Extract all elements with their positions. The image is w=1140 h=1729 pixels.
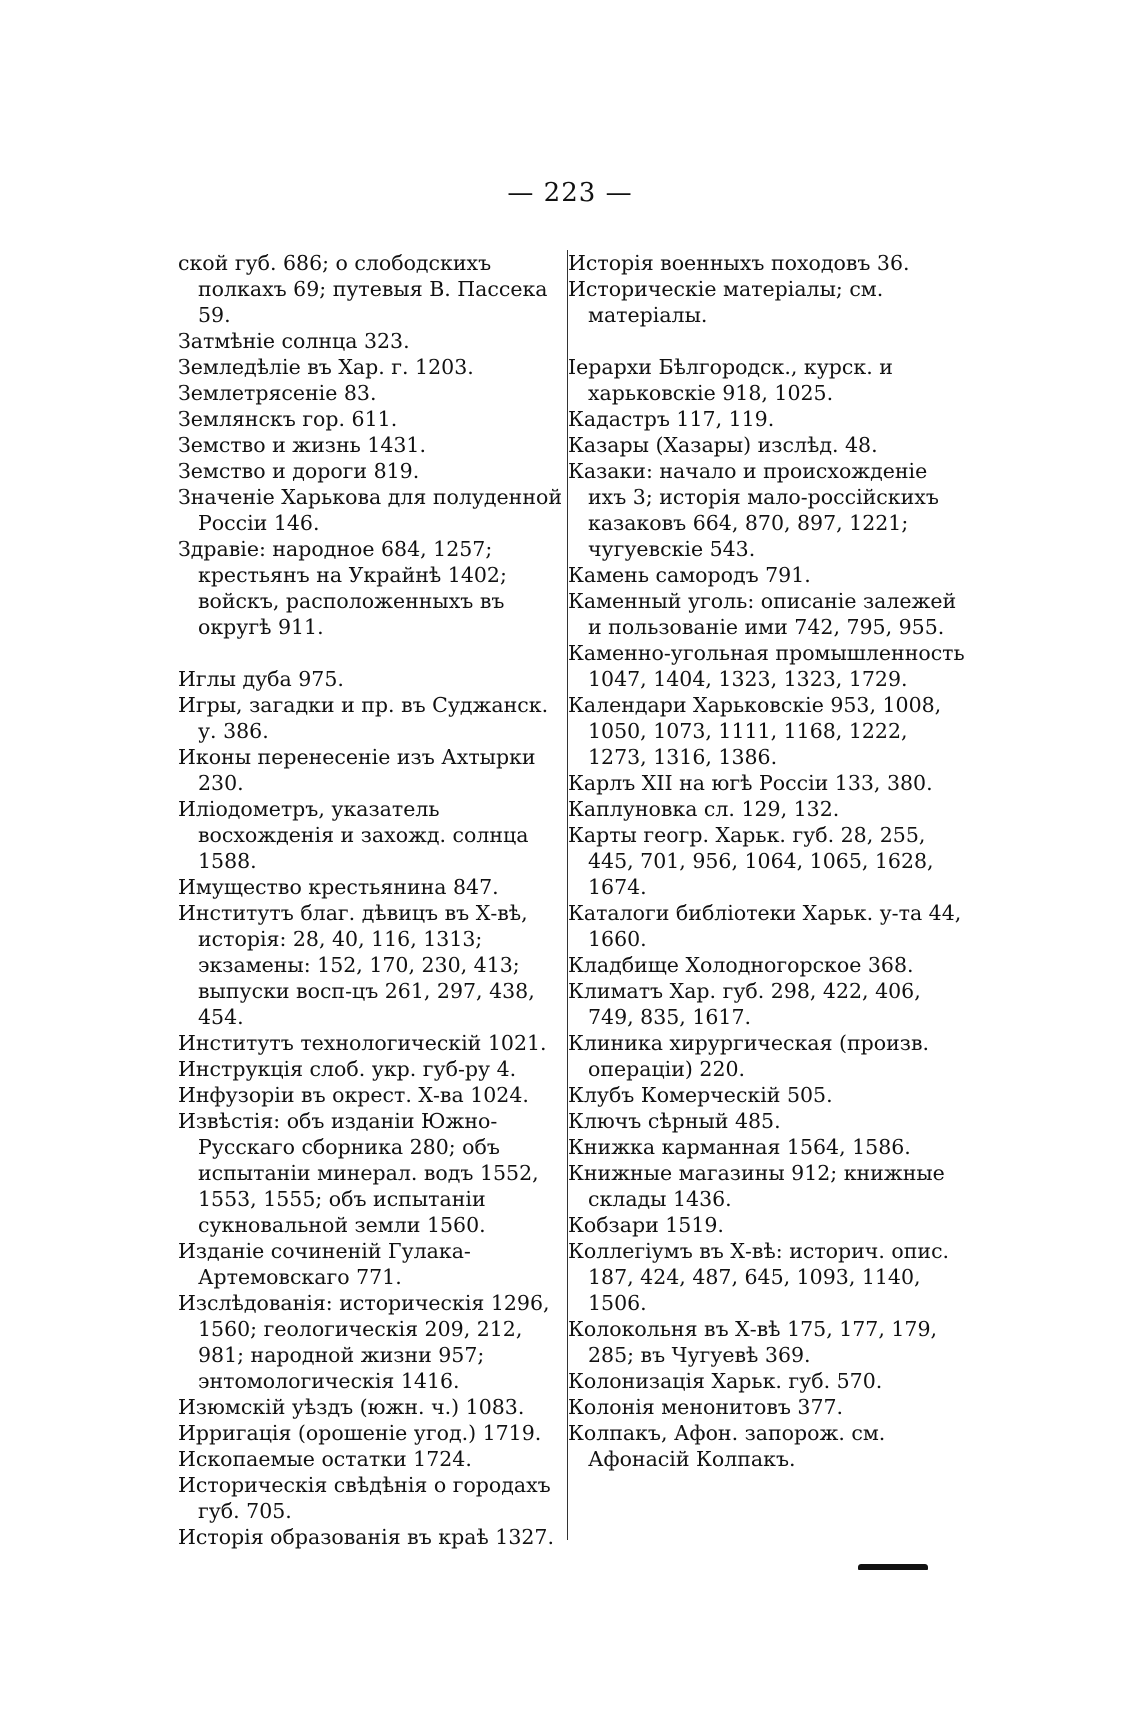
index-entry: Исторія образованія въ краѣ 1327. [178,1525,554,1549]
index-entry: Имущество крестьянина 847. [178,875,499,899]
index-entry: Кобзари 1519. [568,1213,724,1237]
index-entry: Значеніе Харькова для полуденной Россіи 146. [178,485,563,535]
index-entry: Историческіе матеріалы; см. матеріалы. [568,277,884,327]
index-entry: Карты геогр. Харьк. губ. 28, 255, 445, 701, 956, 1064, 1065, 1628, 1674. [568,823,934,899]
index-entry: Земство и жизнь 1431. [178,433,426,457]
index-entry: Земство и дороги 819. [178,459,420,483]
index-entry: Колонизація Харьк. губ. 570. [568,1369,883,1393]
index-entry: Иконы перенесеніе изъ Ахтырки 230. [178,745,536,795]
index-entry: Землянскъ гор. 611. [178,407,398,431]
index-entry: Изслѣдованія: историческія 1296, 1560; геологическія 209, 212, 981; народной жизни 957; энтомологическія 1416. [178,1291,550,1393]
index-entry: Институтъ благ. дѣвицъ въ Х-вѣ, исторія: 28, 40, 116, 1313; экзамены: 152, 170, 230, 413; выпуски восп-цъ 261, 297, 438, 454. [178,901,535,1029]
index-entry: Клубъ Комерческій 505. [568,1083,833,1107]
index-entry: Колонія менонитовъ 377. [568,1395,844,1419]
index-entry: Институтъ технологическій 1021. [178,1031,547,1055]
index-entry: Иліодометръ, указатель восхожденія и захожд. солнца 1588. [178,797,529,873]
index-entry: Исторія военныхъ походовъ 36. [568,251,910,275]
index-entry: ской губ. 686; о слободскихъ полкахъ 69; путевыя В. Пассека 59. [178,251,548,327]
index-entry: Игры, загадки и пр. въ Суджанск. у. 386. [178,693,549,743]
index-entry: Колокольня въ Х-вѣ 175, 177, 179, 285; въ Чугуевѣ 369. [568,1317,938,1367]
end-ornament [858,1564,928,1570]
index-entry: Каменный уголь: описаніе залежей и пользованіе ими 742, 795, 955. [568,589,957,639]
index-entry: Земледѣліе въ Хар. г. 1203. [178,355,474,379]
index-entry: Каменно-угольная промышленность 1047, 1404, 1323, 1323, 1729. [568,641,965,691]
index-entry: Изюмскій уѣздъ (южн. ч.) 1083. [178,1395,525,1419]
index-entry: Инструкція слоб. укр. губ-ру 4. [178,1057,517,1081]
index-entry: Извѣстія: объ изданіи Южно-Русскаго сборника 280; объ испытаніи минерал. водъ 1552, 1553, 1555; объ испытаніи сукновальной земли 1560. [178,1109,539,1237]
index-entry: Инфузоріи въ окрест. Х-ва 1024. [178,1083,529,1107]
index-entry: Книжные магазины 912; книжные склады 1436. [568,1161,945,1211]
index-entry: Затмѣніе солнца 323. [178,329,410,353]
index-entry: Иглы дуба 975. [178,667,344,691]
index-entry: Колпакъ, Афон. запорож. см. Афонасій Колпакъ. [568,1421,886,1471]
index-entry: Коллегіумъ въ Х-вѣ: историч. опис. 187, 424, 487, 645, 1093, 1140, 1506. [568,1239,950,1315]
index-entry: Кадастръ 117, 119. [568,407,775,431]
index-entry: Клиника хирургическая (произв. операціи) 220. [568,1031,930,1081]
index-entry: Ирригація (орошеніе угод.) 1719. [178,1421,542,1445]
index-entry: Здравіе: народное 684, 1257; крестьянъ на Украйнѣ 1402; войскъ, расположенныхъ въ округѣ 911. [178,537,507,639]
right-column [568,250,968,1472]
index-entry: Книжка карманная 1564, 1586. [568,1135,911,1159]
index-entry: Каплуновка сл. 129, 132. [568,797,840,821]
index-entry: Кладбище Холодногорское 368. [568,953,914,977]
index-entry: Казаки: начало и происхожденіе ихъ 3; исторія мало-россійскихъ казаковъ 664, 870, 897, 1221; чугуевскіе 543. [568,459,939,561]
index-entry: Изданіе сочиненій Гулака-Артемовскаго 771. [178,1239,471,1289]
index-entry: Карлъ XII на югѣ Россіи 133, 380. [568,771,933,795]
index-entry: Календари Харьковскіе 953, 1008, 1050, 1073, 1111, 1168, 1222, 1273, 1316, 1386. [568,693,942,769]
index-entry: Климатъ Хар. губ. 298, 422, 406, 749, 835, 1617. [568,979,921,1029]
index-entry: Іерархи Бѣлгородск., курск. и харьковскіе 918, 1025. [568,355,893,405]
index-entry: Историческія свѣдѣнія о городахъ губ. 705. [178,1473,551,1523]
index-entry: Каталоги библіотеки Харьк. у-та 44, 1660. [568,901,962,951]
index-entry: Ископаемые остатки 1724. [178,1447,472,1471]
index-entry: Камень самородъ 791. [568,563,811,587]
page-number: — 223 — [507,178,633,208]
index-entry: Ключъ сѣрный 485. [568,1109,781,1133]
left-column [178,250,568,1550]
index-entry: Казары (Хазары) изслѣд. 48. [568,433,878,457]
index-entry: Землетрясеніе 83. [178,381,377,405]
